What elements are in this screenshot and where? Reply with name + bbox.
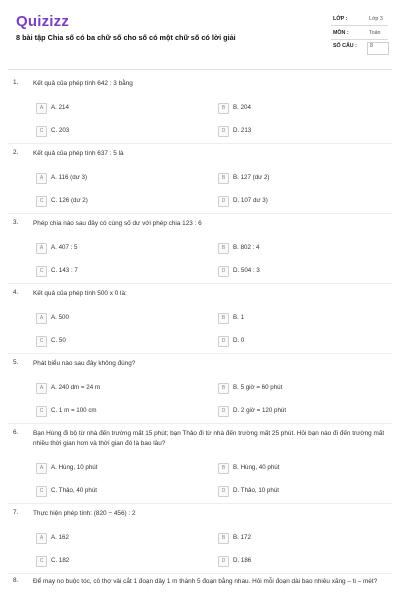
option-text: C. 126 (dư 2) <box>51 197 88 204</box>
meta-divider <box>331 25 388 26</box>
option-letter-box[interactable]: A <box>36 383 47 394</box>
answer-option[interactable] <box>36 103 186 115</box>
option-text: C. 203 <box>51 127 70 134</box>
answer-option[interactable] <box>36 173 186 185</box>
question-divider <box>8 503 392 504</box>
question-divider <box>8 143 392 144</box>
count-label: SỐ CÂU : <box>333 43 357 49</box>
question-text: Kết quả của phép tính 500 x 0 là: <box>33 290 127 297</box>
answer-option[interactable] <box>36 486 186 498</box>
option-text: A. 407 : 5 <box>51 244 78 251</box>
option-letter-box[interactable]: B <box>218 533 229 544</box>
answer-option[interactable] <box>36 313 186 325</box>
option-text: B. 127 (dư 2) <box>233 174 270 181</box>
option-letter-box[interactable]: D <box>218 406 229 417</box>
worksheet-title: 8 bài tập Chia số có ba chữ số cho số có một chữ số có lời giải <box>16 33 236 42</box>
answer-option[interactable] <box>218 126 368 138</box>
question-text: Phép chia nào sau đây có cùng số dư với phép chia 123 : 6 <box>33 220 202 227</box>
question-number: 1. <box>13 79 19 86</box>
answer-option[interactable] <box>218 243 368 255</box>
question-number: 8. <box>13 577 19 584</box>
subject-label: MÔN : <box>333 30 349 36</box>
answer-option[interactable] <box>218 383 368 395</box>
question-divider <box>8 353 392 354</box>
option-letter-box[interactable]: B <box>218 313 229 324</box>
option-letter-box[interactable]: D <box>218 486 229 497</box>
option-letter-box[interactable]: C <box>36 196 47 207</box>
question-divider <box>8 213 392 214</box>
option-text: D. 504 : 3 <box>233 267 260 274</box>
option-text: C. 1 m = 100 cm <box>51 407 97 414</box>
option-letter-box[interactable]: B <box>218 243 229 254</box>
worksheet-header <box>0 0 400 66</box>
answer-option[interactable] <box>36 383 186 395</box>
option-text: D. 186 <box>233 557 252 564</box>
answer-option[interactable] <box>36 533 186 545</box>
option-text: B. 172 <box>233 534 251 541</box>
answer-option[interactable] <box>218 486 368 498</box>
answer-option[interactable] <box>36 406 186 418</box>
option-text: B. 802 : 4 <box>233 244 260 251</box>
header-divider <box>8 69 392 70</box>
answer-option[interactable] <box>36 126 186 138</box>
answer-option[interactable] <box>218 103 368 115</box>
count-value: 8 <box>370 43 373 49</box>
answer-option[interactable] <box>36 243 186 255</box>
question-number: 6. <box>13 429 19 436</box>
answer-option[interactable] <box>218 173 368 185</box>
question-text: Thực hiện phép tính: (820 − 456) : 2 <box>33 510 136 517</box>
option-text: D. 107 dư 3) <box>233 197 268 204</box>
answer-option[interactable] <box>36 266 186 278</box>
option-letter-box[interactable]: B <box>218 463 229 474</box>
meta-divider <box>331 39 388 40</box>
option-letter-box[interactable]: A <box>36 243 47 254</box>
quizizz-logo: Quizizz <box>16 13 70 30</box>
question-text: Bạn Hùng đi bộ từ nhà đến trường mất 15 phút; bạn Thảo đi từ nhà đến trường mất 25 phút. Hỏi bạn nào đi đến trường mất nhiều thời gian hơn và thời gian đó là bao lâu? <box>33 430 385 447</box>
option-text: A. 116 (dư 3) <box>51 174 88 181</box>
answer-option[interactable] <box>218 196 368 208</box>
question-divider <box>8 283 392 284</box>
question-number: 2. <box>13 149 19 156</box>
question-number: 3. <box>13 219 19 226</box>
option-text: D. 213 <box>233 127 252 134</box>
option-text: B. 1 <box>233 314 245 321</box>
answer-option[interactable] <box>218 313 368 325</box>
option-text: A. Hùng, 10 phút <box>51 464 98 471</box>
question-text: Phát biểu nào sau đây không đúng? <box>33 360 136 367</box>
option-letter-box[interactable]: C <box>36 266 47 277</box>
option-letter-box[interactable]: C <box>36 406 47 417</box>
option-letter-box[interactable]: D <box>218 266 229 277</box>
question-divider <box>8 573 392 574</box>
option-letter-box[interactable]: B <box>218 103 229 114</box>
option-text: A. 214 <box>51 104 69 111</box>
option-letter-box[interactable]: C <box>36 486 47 497</box>
option-text: D. 2 giờ = 120 phút <box>233 407 287 414</box>
option-letter-box[interactable]: C <box>36 126 47 137</box>
option-letter-box[interactable]: D <box>218 126 229 137</box>
answer-option[interactable] <box>36 196 186 208</box>
option-text: B. Hùng, 40 phút <box>233 464 280 471</box>
option-letter-box[interactable]: D <box>218 336 229 347</box>
option-text: A. 162 <box>51 534 69 541</box>
option-letter-box[interactable]: D <box>218 556 229 567</box>
count-box <box>367 42 389 55</box>
option-text: B. 204 <box>233 104 251 111</box>
question-number: 5. <box>13 359 19 366</box>
option-letter-box[interactable]: B <box>218 173 229 184</box>
answer-option[interactable] <box>218 336 368 348</box>
option-text: D. Thảo, 10 phút <box>233 487 279 494</box>
question-divider <box>8 423 392 424</box>
option-text: A. 240 dm = 24 m <box>51 384 101 391</box>
question-text: Để may no buộc tóc, cô thợ vải cắt 1 đoạn dây 1 m thành 5 đoạn bằng nhau. Hỏi mỗi đoạn dài bao nhiêu xăng – ti – mét? <box>33 578 378 585</box>
answer-option[interactable] <box>36 556 186 568</box>
option-text: C. 143 : 7 <box>51 267 78 274</box>
option-letter-box[interactable]: A <box>36 533 47 544</box>
grade-value: Lớp 3 <box>369 16 383 22</box>
subject-value: Toán <box>369 30 381 36</box>
question-number: 7. <box>13 509 19 516</box>
option-letter-box[interactable]: D <box>218 196 229 207</box>
answer-option[interactable] <box>36 463 186 475</box>
answer-option[interactable] <box>218 533 368 545</box>
question-text: Kết quả của phép tính 637 : 5 là <box>33 150 124 157</box>
option-text: B. 5 giờ = 60 phút <box>233 384 283 391</box>
answer-option[interactable] <box>36 336 186 348</box>
grade-label: LỚP : <box>333 16 348 22</box>
option-letter-box[interactable]: B <box>218 383 229 394</box>
option-text: D. 0 <box>233 337 245 344</box>
option-letter-box[interactable]: A <box>36 173 47 184</box>
option-text: A. 500 <box>51 314 69 321</box>
option-letter-box[interactable]: C <box>36 336 47 347</box>
answer-option[interactable] <box>218 266 368 278</box>
option-text: C. 50 <box>51 337 66 344</box>
option-text: C. 182 <box>51 557 70 564</box>
option-letter-box[interactable]: A <box>36 103 47 114</box>
option-text: C. Thảo, 40 phút <box>51 487 97 494</box>
answer-option[interactable] <box>218 463 368 475</box>
answer-option[interactable] <box>218 556 368 568</box>
option-letter-box[interactable]: A <box>36 313 47 324</box>
answer-option[interactable] <box>218 406 368 418</box>
option-letter-box[interactable]: C <box>36 556 47 567</box>
question-number: 4. <box>13 289 19 296</box>
option-letter-box[interactable]: A <box>36 463 47 474</box>
question-text: Kết quả của phép tính 642 : 3 bằng <box>33 80 133 87</box>
